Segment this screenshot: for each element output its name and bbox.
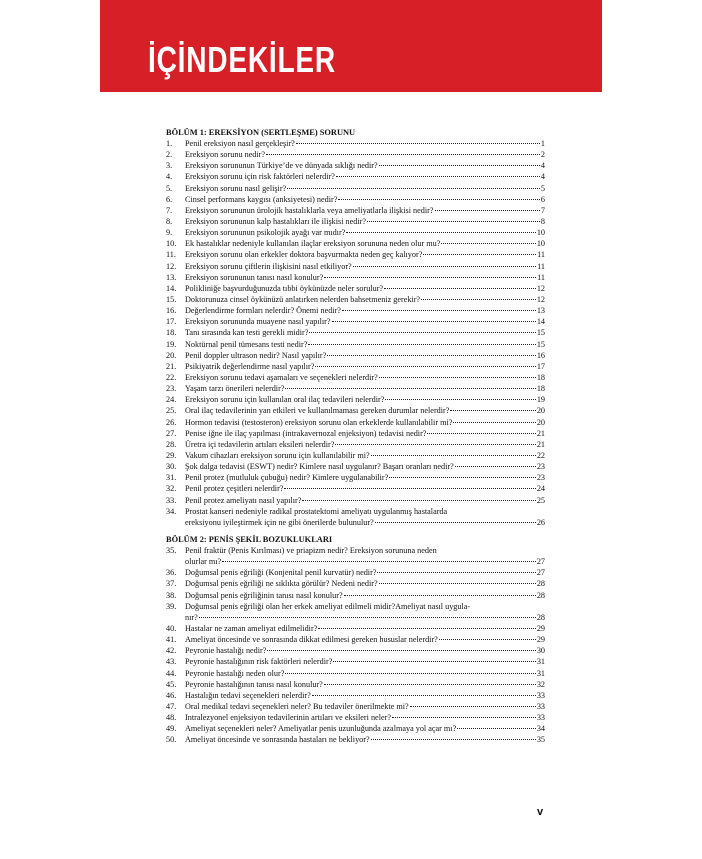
entry-text: Üretra içi tedavilerin artıları eksileri nelerdir? — [185, 439, 335, 449]
entry-text: Intralezyonel enjeksiyon tedavilerinin artıları ve eksileri neler? — [185, 713, 391, 723]
dot-leader — [379, 583, 536, 584]
toc-entry — [166, 238, 545, 249]
dot-leader — [284, 488, 535, 489]
entry-page: 4 — [540, 172, 545, 182]
toc-entry — [166, 701, 545, 712]
entry-number: 44. — [166, 668, 177, 678]
entry-text: Doğumsal penis eğriliği ne sıklıkta görülür? Nedeni nedir? — [185, 579, 378, 589]
dot-leader — [324, 277, 536, 278]
entry-text: Doğumsal penis eğriliği (Konjenital penil kurvatür) nedir? — [185, 568, 377, 578]
dot-leader — [455, 466, 536, 467]
toc-entry — [166, 461, 545, 472]
entry-number: 14. — [166, 283, 177, 293]
entry-text: Hormon tedavisi (testosteron) ereksiyon sorunu olan erkeklerde kullanılabilir mi? — [185, 417, 453, 427]
toc-entry — [166, 272, 545, 283]
dot-leader — [342, 310, 536, 311]
entry-text: Penise iğne ile ilaç yapılması (intrakavernozal enjeksiyon) tedavisi nedir? — [185, 428, 427, 438]
entry-page: 4 — [540, 161, 545, 171]
entry-body — [185, 506, 545, 528]
entry-page: 5 — [540, 183, 545, 193]
table-of-contents — [166, 127, 545, 746]
entry-page: 27 — [536, 557, 545, 567]
toc-entry — [166, 668, 545, 679]
dot-leader — [379, 377, 536, 378]
entry-page: 11 — [537, 250, 545, 260]
entry-text: Polikliniğe başvurduğunuzda tıbbi öykünüzde neler sorulur? — [185, 283, 384, 293]
entry-text: Doktorunuza cinsel öykünüzü anlatırken nelerden bahsetmeniz gerekir? — [185, 294, 421, 304]
toc-entry — [166, 734, 545, 745]
entry-text: Ameliyat öncesinde ve sonrasında dikkat edilmesi gereken hususlar nelerdir? — [185, 635, 438, 645]
entry-number: 23. — [166, 384, 177, 394]
dot-leader — [327, 355, 536, 356]
dot-leader — [427, 433, 535, 434]
book-page — [100, 0, 602, 859]
entry-page: 8 — [540, 216, 545, 226]
title-banner — [100, 0, 602, 92]
dot-leader — [267, 650, 535, 651]
entry-number: 43. — [166, 657, 177, 667]
entry-text: Ereksiyon sorunu için kullanılan oral ilaç tedavileri nelerdir? — [185, 395, 385, 405]
toc-entry — [166, 138, 545, 149]
entry-text: Ereksiyon sorununun Türkiye’de ve dünyada sıklığı nedir? — [185, 161, 378, 171]
entry-number: 39. — [166, 601, 177, 611]
dot-leader — [308, 344, 535, 345]
toc-entry — [166, 450, 545, 461]
entry-page: 24 — [536, 484, 545, 494]
entry-text: Peyronie hastalığı nedir? — [185, 646, 267, 656]
entry-number: 38. — [166, 590, 177, 600]
entry-number: 5. — [166, 183, 173, 193]
entry-number: 48. — [166, 713, 177, 723]
entry-number: 30. — [166, 462, 177, 472]
dot-leader — [371, 739, 536, 740]
toc-entry — [166, 679, 545, 690]
entry-page: 18 — [536, 372, 545, 382]
entry-text: Ereksiyon sorununda muayene nasıl yapılır? — [185, 317, 331, 327]
dot-leader — [410, 706, 536, 707]
toc-entry — [166, 545, 545, 567]
entry-text: Ameliyat seçenekleri neler? Ameliyatlar penis uzunluğunda azalmaya yol açar mı? — [185, 724, 457, 734]
toc-entry — [166, 339, 545, 350]
dot-leader — [367, 221, 540, 222]
entry-text: Vakum cihazları ereksiyon sorunu için kullanılabilir mi? — [185, 450, 370, 460]
dot-leader — [439, 639, 536, 640]
entry-text: Penil protez ameliyatı nasıl yapılır? — [185, 495, 302, 505]
entry-page: 2 — [540, 150, 545, 160]
dot-leader — [441, 243, 535, 244]
entry-page: 33 — [536, 713, 545, 723]
toc-entry — [166, 372, 545, 383]
entry-number: 37. — [166, 579, 177, 589]
dot-leader — [377, 572, 535, 573]
toc-entry — [166, 645, 545, 656]
entry-page: 33 — [536, 701, 545, 711]
entry-page: 33 — [536, 690, 545, 700]
entry-page: 21 — [536, 428, 545, 438]
entry-page: 30 — [536, 646, 545, 656]
entry-number: 46. — [166, 690, 177, 700]
toc-entry — [166, 567, 545, 578]
entry-number: 15. — [166, 294, 177, 304]
entry-page: 23 — [536, 473, 545, 483]
dot-leader — [312, 695, 536, 696]
entry-text: Yaşam tarzı önerileri nelerdir? — [185, 384, 285, 394]
toc-entry — [166, 383, 545, 394]
entry-page: 20 — [536, 406, 545, 416]
entry-body — [185, 545, 545, 567]
toc-entry — [166, 227, 545, 238]
entry-number: 7. — [166, 205, 173, 215]
entry-page: 6 — [540, 194, 545, 204]
entry-line2 — [185, 556, 545, 567]
entry-page: 21 — [536, 439, 545, 449]
toc-entry — [166, 394, 545, 405]
entry-number: 25. — [166, 406, 177, 416]
entry-text-line2: nır? — [185, 612, 198, 622]
toc-entry — [166, 690, 545, 701]
toc-entry — [166, 350, 545, 361]
entry-number: 10. — [166, 239, 177, 249]
entry-page: 13 — [536, 306, 545, 316]
dot-leader — [384, 288, 536, 289]
entry-number: 28. — [166, 439, 177, 449]
entry-page: 29 — [536, 635, 545, 645]
entry-text-line1: Doğumsal penis eğriliği olan her erkek ameliyat edilmeli midir?Ameliyat nasıl uygula- — [185, 601, 471, 611]
entry-number: 4. — [166, 172, 173, 182]
entry-number: 24. — [166, 395, 177, 405]
toc-entry — [166, 294, 545, 305]
dot-leader — [332, 321, 536, 322]
entry-number: 8. — [166, 216, 173, 226]
toc-entry — [166, 261, 545, 272]
page-number: v — [537, 806, 544, 818]
entry-page: 31 — [536, 657, 545, 667]
entry-text: Noktürnal penil tümesans testi nedir? — [185, 339, 308, 349]
entry-number: 11. — [166, 250, 176, 260]
entry-number: 20. — [166, 350, 177, 360]
entry-line2 — [185, 612, 545, 623]
entry-text-line1: Penil fraktür (Penis Kırılması) ve priapizm nedir? Ereksiyon sorununa neden — [185, 545, 437, 555]
dot-leader — [371, 455, 536, 456]
dot-leader — [392, 717, 536, 718]
entry-text: Ereksiyon sorunu olan erkekler doktora başvurmakta neden geç kalıyor? — [185, 250, 423, 260]
entry-page: 18 — [536, 384, 545, 394]
entry-number: 27. — [166, 428, 177, 438]
entry-page: 22 — [536, 450, 545, 460]
toc-entry — [166, 160, 545, 171]
entry-text: Hastalığın tedavi seçenekleri nelerdir? — [185, 690, 311, 700]
entry-text: Ereksiyon sorunu nedir? — [185, 150, 266, 160]
entry-page: 15 — [536, 328, 545, 338]
dot-leader — [336, 176, 540, 177]
entry-text-line2: ereksiyonu iyileştirmek için ne gibi önerilerde bulunulur? — [185, 517, 374, 527]
entry-number: 35. — [166, 545, 177, 555]
entry-page: 7 — [540, 205, 545, 215]
dot-leader — [287, 188, 540, 189]
entry-number: 40. — [166, 623, 177, 633]
toc-entry — [166, 316, 545, 327]
dot-leader — [353, 266, 536, 267]
toc-entry — [166, 623, 545, 634]
dot-leader — [324, 684, 536, 685]
dot-leader — [450, 410, 535, 411]
dot-leader — [457, 728, 536, 729]
entry-number: 34. — [166, 506, 177, 516]
entry-number: 36. — [166, 568, 177, 578]
entry-page: 25 — [536, 495, 545, 505]
section-heading: BÖLÜM 2: PENİS ŞEKİL BOZUKLUKLARI — [166, 534, 333, 544]
entry-text: Ereksiyon sorununun tanısı nasıl konulur? — [185, 272, 324, 282]
dot-leader — [375, 522, 536, 523]
entry-page: 20 — [536, 417, 545, 427]
entry-number: 41. — [166, 635, 177, 645]
dot-leader — [333, 661, 535, 662]
dot-leader — [389, 477, 536, 478]
entry-page: 15 — [536, 339, 545, 349]
dot-leader — [379, 165, 540, 166]
entry-number: 33. — [166, 495, 177, 505]
entry-number: 22. — [166, 372, 177, 382]
entry-page: 10 — [536, 228, 545, 238]
entry-page: 27 — [536, 568, 545, 578]
entry-page: 26 — [536, 517, 545, 527]
entry-body — [185, 601, 545, 623]
dot-leader — [309, 332, 535, 333]
toc-entry — [166, 634, 545, 645]
entry-number: 47. — [166, 701, 177, 711]
entry-page: 28 — [536, 612, 545, 622]
entry-page: 11 — [537, 272, 545, 282]
entry-text: Ameliyat öncesinde ve sonrasında hastaları ne bekliyor? — [185, 735, 370, 745]
dot-leader — [266, 154, 540, 155]
entry-number: 12. — [166, 261, 177, 271]
toc-entry — [166, 305, 545, 316]
entry-page: 10 — [536, 239, 545, 249]
toc-entry — [166, 495, 545, 506]
entry-page: 34 — [536, 724, 545, 734]
dot-leader — [423, 254, 536, 255]
entry-number: 31. — [166, 473, 177, 483]
entry-number: 16. — [166, 306, 177, 316]
dot-leader — [453, 422, 535, 423]
dot-leader — [338, 199, 540, 200]
entry-number: 2. — [166, 150, 173, 160]
toc-entry — [166, 712, 545, 723]
entry-number: 32. — [166, 484, 177, 494]
entry-page: 23 — [536, 462, 545, 472]
entry-text: Oral ilaç tedavilerinin yan etkileri ve kullanılmaması gereken durumlar nelerdir? — [185, 406, 450, 416]
entry-text: Ereksiyon sorununun psikolojik ayağı var mıdır? — [185, 228, 346, 238]
toc-entry — [166, 205, 545, 216]
entry-page: 11 — [537, 261, 545, 271]
entry-text: Ereksiyon sorununun kalp hastalıkları ile ilişkisi nedir? — [185, 216, 367, 226]
dot-leader — [199, 617, 536, 618]
entry-text: Ereksiyon sorunu için risk faktörleri nelerdir? — [185, 172, 335, 182]
entry-text: Peyronie hastalığının risk faktörleri nelerdir? — [185, 657, 333, 667]
dot-leader — [435, 210, 540, 211]
entry-number: 26. — [166, 417, 177, 427]
entry-number: 13. — [166, 272, 177, 282]
section-heading: BÖLÜM 1: EREKSİYON (SERTLEŞME) SORUNU — [166, 128, 356, 137]
entry-page: 16 — [536, 350, 545, 360]
toc-entry — [166, 216, 545, 227]
entry-text: Penil doppler ultrason nedir? Nasıl yapılır? — [185, 350, 327, 360]
entry-number: 9. — [166, 228, 173, 238]
toc-entry — [166, 405, 545, 416]
toc-entry — [166, 171, 545, 182]
entry-text: Penil ereksiyon nasıl gerçekleşir? — [185, 139, 295, 148]
entry-text-line1: Prostat kanseri nedeniyle radikal prostatektomi ameliyatı uygulanmış hastalarda — [185, 506, 448, 516]
entry-text: Hastalar ne zaman ameliyat edilmelidir? — [185, 623, 318, 633]
entry-number: 49. — [166, 724, 177, 734]
entry-text: Şok dalga tedavisi (ESWT) nedir? Kimlere nasıl uygulanır? Başarı oranları nedir? — [185, 462, 454, 472]
dot-leader — [385, 399, 535, 400]
entry-page: 29 — [536, 623, 545, 633]
entry-page: 28 — [536, 590, 545, 600]
dot-leader — [346, 232, 536, 233]
toc-entry — [166, 183, 545, 194]
toc-entry — [166, 590, 545, 601]
entry-text: Ek hastalıklar nedeniyle kullanılan ilaçlar ereksiyon sorununa neden olur mu? — [185, 239, 441, 249]
entry-text: Değerlendirme formları nelerdir? Önemi nedir? — [185, 306, 341, 316]
entry-text-line2: olurlar mı? — [185, 557, 222, 567]
entry-text: Psikiyatrik değerlendirme nasıl yapılır? — [185, 361, 315, 371]
entry-number: 50. — [166, 735, 177, 745]
entry-line2 — [185, 517, 545, 528]
entry-text: Ereksiyon sorunu tedavi aşamaları ve seçenekleri nelerdir? — [185, 372, 378, 382]
entry-page: 35 — [536, 735, 545, 745]
entry-text: Oral medikal tedavi seçenekleri neler? Bu tedaviler önerilmekte mi? — [185, 701, 409, 711]
toc-entry — [166, 472, 545, 483]
entry-page: 14 — [536, 317, 545, 327]
toc-entry — [166, 194, 545, 205]
toc-entry — [166, 506, 545, 528]
entry-number: 42. — [166, 646, 177, 656]
entry-text: Cinsel performans kaygısı (anksiyetesi) nedir? — [185, 194, 338, 204]
entry-page: 1 — [540, 139, 545, 148]
page-title: İÇİNDEKİLER — [148, 39, 336, 80]
dot-leader — [296, 143, 540, 144]
entry-page: 32 — [536, 679, 545, 689]
dot-leader — [285, 673, 535, 674]
entry-text: Penil protez (mutluluk çubuğu) nedir? Kimlere uygulanabilir? — [185, 473, 389, 483]
entry-text: Peyronie hastalığı neden olur? — [185, 668, 285, 678]
entry-number: 45. — [166, 679, 177, 689]
entry-number: 3. — [166, 161, 173, 171]
toc-entry — [166, 601, 545, 623]
toc-entry — [166, 656, 545, 667]
toc-entry — [166, 149, 545, 160]
dot-leader — [315, 366, 535, 367]
entry-page: 19 — [536, 395, 545, 405]
entry-number: 1. — [166, 139, 173, 148]
dot-leader — [285, 388, 535, 389]
dot-leader — [421, 299, 536, 300]
entry-number: 18. — [166, 328, 177, 338]
entry-page: 17 — [536, 361, 545, 371]
dot-leader — [302, 500, 535, 501]
entry-number: 21. — [166, 361, 177, 371]
entry-number: 6. — [166, 194, 173, 204]
toc-entry — [166, 483, 545, 494]
toc-entry — [166, 249, 545, 260]
entry-text: Ereksiyon sorunu çiftlerin ilişkisini nasıl etkiliyor? — [185, 261, 352, 271]
entry-page: 12 — [536, 283, 545, 293]
entry-text: Ereksiyon sorununun ürolojik hastalıklarla veya ameliyatlarla ilişkisi nedir? — [185, 205, 434, 215]
toc-entry — [166, 361, 545, 372]
entry-number: 19. — [166, 339, 177, 349]
entry-page: 31 — [536, 668, 545, 678]
dot-leader — [344, 595, 536, 596]
entry-text: Ereksiyon sorunu nasıl gelişir? — [185, 183, 287, 193]
dot-leader — [335, 444, 535, 445]
entry-number: 29. — [166, 450, 177, 460]
entry-text: Peyronie hastalığının tanısı nasıl konulur? — [185, 679, 323, 689]
toc-entry — [166, 578, 545, 589]
entry-text: Penil protez çeşitleri nelerdir? — [185, 484, 284, 494]
toc-entry — [166, 428, 545, 439]
entry-page: 12 — [536, 294, 545, 304]
dot-leader — [222, 561, 536, 562]
toc-entry — [166, 723, 545, 734]
toc-entry — [166, 439, 545, 450]
entry-text: Tanı sırasında kan testi gerekli midir? — [185, 328, 309, 338]
entry-number: 17. — [166, 317, 177, 327]
entry-page: 28 — [536, 579, 545, 589]
toc-entry — [166, 327, 545, 338]
toc-entry — [166, 283, 545, 294]
entry-text: Doğumsal penis eğriliğinin tanısı nasıl konulur? — [185, 590, 343, 600]
dot-leader — [318, 628, 536, 629]
toc-entry — [166, 417, 545, 428]
